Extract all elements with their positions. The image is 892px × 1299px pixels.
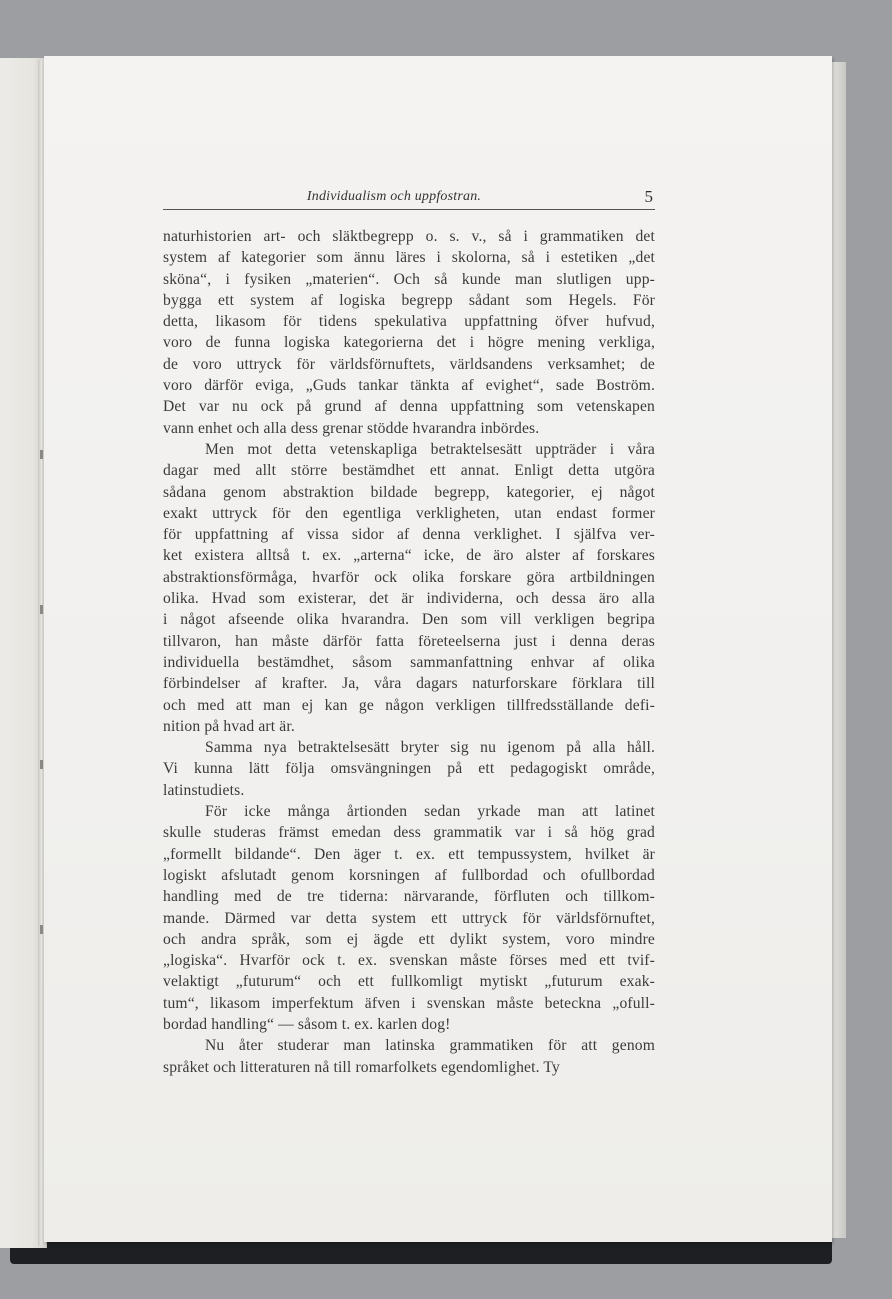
text-line: för uppfattning af vissa sidor af denna verklighet. I själfva ver- bbox=[163, 526, 655, 544]
text-line: „formellt bildande“. Den äger t. ex. ett tempussystem, hvilket är bbox=[163, 845, 655, 863]
text-line: latinstudiets. bbox=[163, 781, 245, 799]
text-line: skulle studeras främst emedan dess grammatik var i så hög grad bbox=[163, 824, 655, 842]
text-line: voro de funna logiska kategorierna det i högre mening verkliga, bbox=[163, 334, 655, 352]
text-line: „logiska“. Hvarför ock t. ex. svenskan måste förses med ett tvif- bbox=[163, 952, 655, 970]
text-line: och andra språk, som ej ägde ett dylikt system, voro mindre bbox=[163, 930, 655, 948]
text-line: Samma nya betraktelsesätt bryter sig nu igenom på alla håll. bbox=[205, 739, 655, 757]
text-line: nition på hvad art är. bbox=[163, 717, 295, 735]
text-line: abstraktionsförmåga, hvarför ock olika forskare göra artbildningen bbox=[163, 568, 655, 586]
text-line: exakt uttryck för den egentliga verkligheten, utan endast former bbox=[163, 504, 655, 522]
text-line: Vi kunna lätt följa omsvängningen på ett pedagogiskt område, bbox=[163, 760, 655, 778]
text-line: de voro uttryck för världsförnuftets, världsandens verksamhet; de bbox=[163, 355, 655, 373]
text-line: språket och litteraturen nå till romarfolkets egendomlighet. Ty bbox=[163, 1058, 560, 1076]
text-line: individuella bestämdhet, såsom sammanfattning enhvar af olika bbox=[163, 653, 655, 671]
text-line: och med att man ej kan ge någon verkligen tillfredsställande defi- bbox=[163, 696, 655, 714]
text-line: naturhistorien art- och släktbegrepp o. s. v., så i grammatiken det bbox=[163, 228, 655, 245]
text-line: olika. Hvad som existerar, det är individerna, och dessa äro alla bbox=[163, 590, 655, 608]
page-number: 5 bbox=[644, 187, 653, 206]
running-title: Individualism och uppfostran. bbox=[306, 189, 482, 204]
text-line: sköna“, i fysiken „materien“. Och så kunde man slutligen upp- bbox=[163, 270, 655, 288]
text-line: system af kategorier som ännu läres i skolorna, så i estetiken „det bbox=[163, 249, 655, 267]
text-line: sådana genom abstraktion bildade begrepp, kategorier, ej något bbox=[163, 483, 655, 501]
text-line: ket existera alltså t. ex. „arterna“ icke, de äro alster af forskares bbox=[163, 547, 655, 565]
text-line: Det var nu ock på grund af denna uppfattning som vetenskapen bbox=[163, 398, 655, 416]
text-line: tillvaron, han måste därför fatta företeelserna just i denna deras bbox=[163, 632, 655, 650]
text-line: Nu åter studerar man latinska grammatiken för att genom bbox=[205, 1037, 655, 1055]
text-line: logiskt afslutadt genom korsningen af fullbordad och ofullbordad bbox=[163, 866, 655, 884]
body-text bbox=[163, 226, 655, 1078]
text-line: vann enhet och alla dess grenar stödde hvarandra inbördes. bbox=[163, 419, 540, 437]
text-line: mande. Därmed var detta system ett uttryck för världsförnuftet, bbox=[163, 909, 655, 927]
binding-stitch bbox=[40, 450, 43, 459]
text-line: förbindelser af krafter. Ja, våra dagars naturforskare förklara till bbox=[163, 675, 655, 693]
text-line: detta, likasom för tidens spekulativa uppfattning öfver hufvud, bbox=[163, 313, 655, 331]
text-line: dagar med allt större bestämdhet ett annat. Enligt detta utgöra bbox=[163, 462, 655, 480]
text-line: handling med de tre tiderna: närvarande, förfluten och tillkom- bbox=[163, 888, 655, 906]
text-line: tum“, likasom imperfektum äfven i svenskan måste beteckna „ofull- bbox=[163, 994, 655, 1012]
text-line: bordad handling“ — såsom t. ex. karlen dog! bbox=[163, 1015, 451, 1033]
text-line: För icke många årtionden sedan yrkade man att latinet bbox=[205, 803, 655, 821]
gutter bbox=[38, 60, 42, 1246]
text-line: i något afseende olika hvarandra. Den som vill verkligen begripa bbox=[163, 611, 655, 629]
text-line: velaktigt „futurum“ och ett fullkomligt mytiskt „futurum exak- bbox=[163, 973, 655, 991]
text-line: Men mot detta vetenskapliga betraktelsesätt uppträder i våra bbox=[205, 440, 655, 458]
text-line: bygga ett system af logiska begrepp sådant som Hegels. För bbox=[163, 291, 655, 309]
binding-stitch bbox=[40, 925, 43, 934]
running-header bbox=[163, 187, 655, 210]
binding-stitch bbox=[40, 760, 43, 769]
binding-stitch bbox=[40, 605, 43, 614]
text-line: voro därför eviga, „Guds tankar tänkta af evighet“, sade Boström. bbox=[163, 377, 655, 395]
